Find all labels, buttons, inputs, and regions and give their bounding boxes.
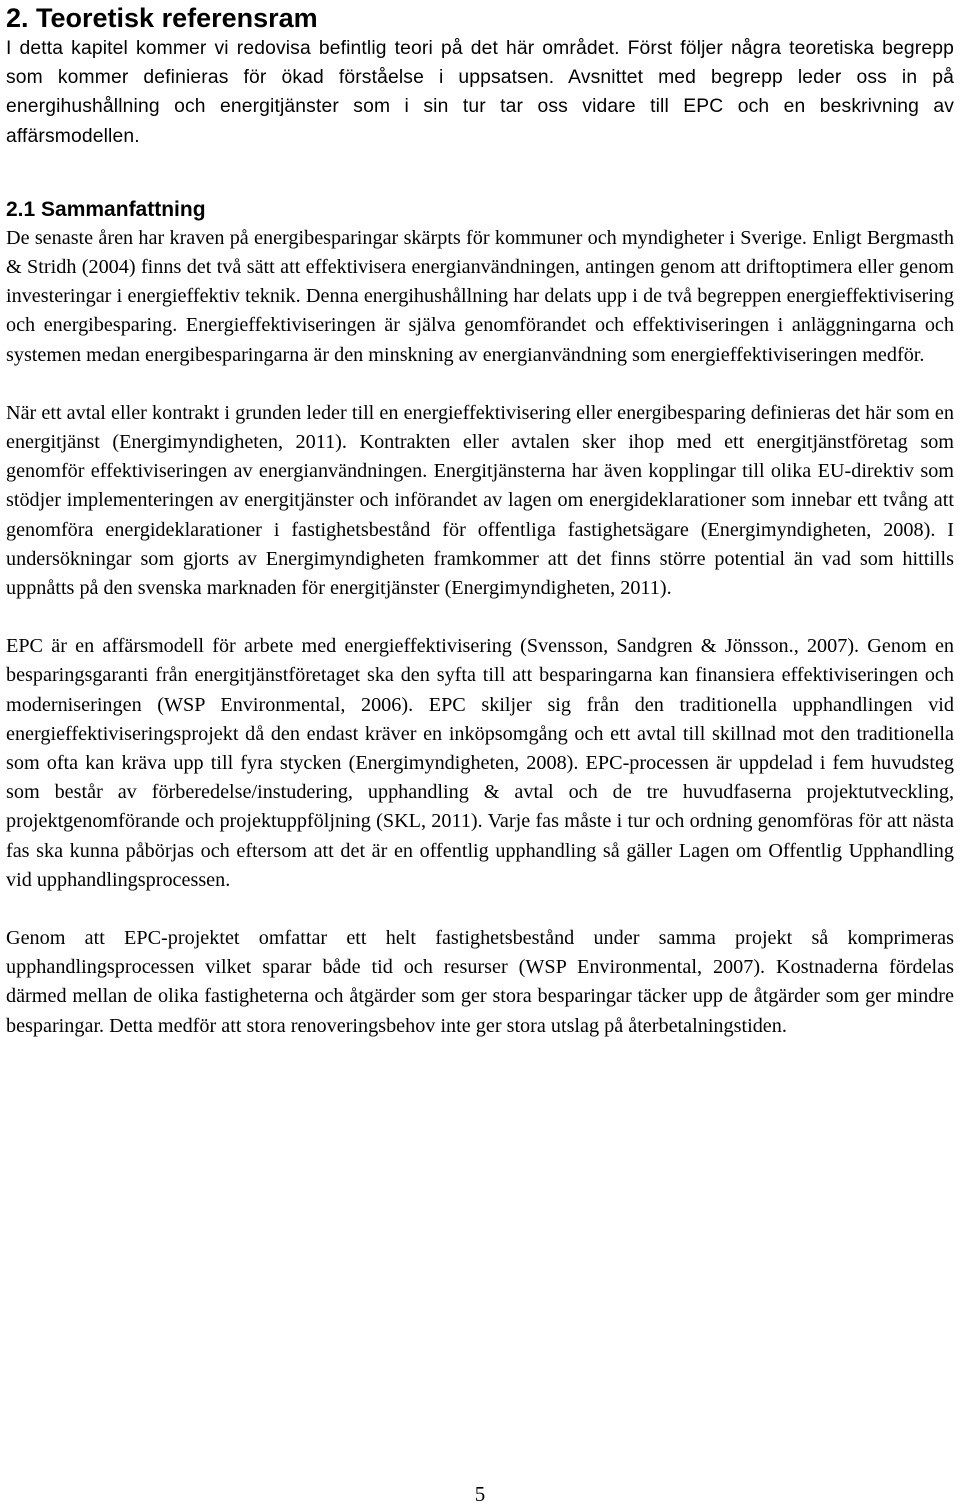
chapter-intro-paragraph: I detta kapitel kommer vi redovisa befintlig teori på det här området. Först följer några teoretiska begrepp som kommer definieras för ökad förståelse i uppsatsen. Avsnittet med begrepp leder oss in på energihushållning och energitjänster som i sin tur tar oss vidare till EPC och en beskrivning av affärsmodellen. (6, 38, 954, 147)
body-paragraph: Genom att EPC-projektet omfattar ett helt fastighetsbestånd under samma projekt så komprimeras upphandlingsprocessen vilket sparar både tid och resurser (WSP Environmental, 2007). Kostnaderna fördelas därmed mellan de olika fastigheterna och åtgärder som ger stora besparingar täcker upp de åtgärder som ger mindre besparingar. Detta medför att stora renoveringsbehov inte ger stora utslag på återbetalningstiden. (6, 927, 954, 1037)
body-paragraph: När ett avtal eller kontrakt i grunden leder till en energieffektivisering eller energibesparing definieras det här som en energitjänst (Energimyndigheten, 2011). Kontrakten eller avtalen sker ihop med ett energitjänstföretag som genomför effektiviseringen av energianvändningen. Energitjänsterna har även kopplingar till olika EU-direktiv som stödjer implementeringen av energitjänster och införandet av lagen om energideklarationer som innebar ett tvång att genomföra energideklarationer i fastighetsbestånd för offentliga fastighetsägare (Energimyndigheten, 2008). I undersökningar som gjorts av Energimyndigheten framkommer att det finns större potential än vad som hittills uppnåtts på den svenska marknaden för energitjänster (Energimyndigheten, 2011). (6, 401, 954, 600)
body-paragraph: De senaste åren har kraven på energibesparingar skärpts för kommuner och myndigheter i Sverige. Enligt Bergmasth & Stridh (2004) finns det två sätt att effektivisera energianvändningen, antingen genom att driftoptimera eller genom investeringar i energieffektiv teknik. Denna energihushållning har delats upp i de två begreppen energieffektivisering och energibesparing. Energieffektiviseringen är själva genomförandet och effektiviseringen i anläggningarna och systemen medan energibesparingarna är den minskning av energianvändning som energieffektiviseringen medför. (6, 226, 954, 366)
body-paragraph: EPC är en affärsmodell för arbete med energieffektivisering (Svensson, Sandgren & Jönsson., 2007). Genom en besparingsgaranti från energitjänstföretaget ska den syfta till att besparingarna kan finansiera effektiviseringen och moderniseringen (WSP Environmental, 2006). EPC skiljer sig från den traditionella upphandlingen vid energieffektiviseringsprojekt då den endast kräver en inköpsomgång och ett avtal till skillnad mot den traditionella som ofta kan kräva upp till fyra stycken (Energimyndigheten, 2008). EPC-processen är uppdelad i fem huvudsteg som består av förberedelse/instudering, upphandling & avtal och de tre huvudfaserna projektutveckling, projektgenomförande och projektuppföljning (SKL, 2011). Varje fas måste i tur och ordning genomföras för att nästa fas ska kunna påbörjas och eftersom att det är en offentlig upphandling så gäller Lagen om Offentlig Upphandling vid upphandlingsprocessen. (6, 635, 954, 891)
section-heading: 2.1 Sammanfattning (6, 197, 206, 221)
chapter-title: 2. Teoretisk referensram (6, 3, 318, 33)
page-number: 5 (474, 1482, 486, 1506)
document-page (6, 0, 954, 1041)
